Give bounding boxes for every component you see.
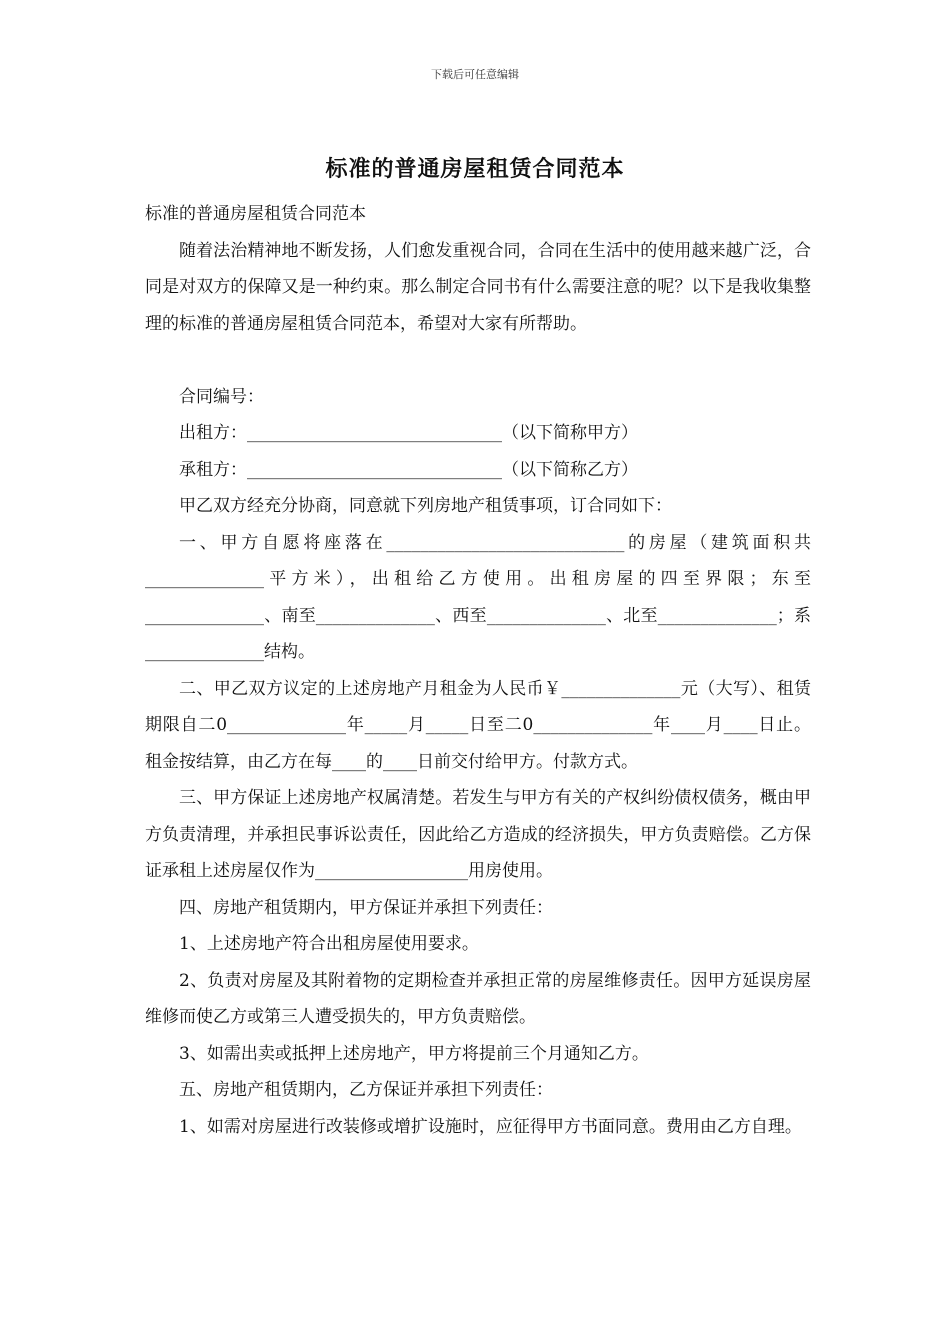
subtitle-line: 标准的普通房屋租赁合同范本 (145, 204, 366, 224)
clause-5-item-1: 1、如需对房屋进行改装修或增扩设施时，应征得甲方书面同意。费用由乙方自理。 (179, 1116, 802, 1137)
contract-number-line: 合同编号： (179, 386, 264, 407)
clause-4-item-1: 1、上述房地产符合出租房屋使用要求。 (179, 934, 479, 954)
clause-2: 二、甲乙双方议定的上述房地产月租金为人民币￥______________元（大写）、租赁期限自二0______________年_____月_____日至二0______________年____月____日止。租金按结算，由乙方在每____的____日前交付给甲方。付款方式。 (145, 678, 811, 772)
document-title: 标准的普通房屋租赁合同范本 (325, 156, 625, 182)
clause-4: 四、房地产租赁期内，甲方保证并承担下列责任： (179, 897, 553, 918)
clause-3: 三、甲方保证上述房地产权属清楚。若发生与甲方有关的产权纠纷债权债务，概由甲方负责清理，并承担民事诉讼责任，因此给乙方造成的经济损失，甲方负责赔偿。乙方保证承租上述房屋仅作为__________________用房使用。 (145, 788, 811, 881)
clause-5: 五、房地产租赁期内，乙方保证并承担下列责任： (179, 1080, 553, 1100)
blank-line (145, 342, 811, 379)
clause-1: 一、甲方自愿将座落在____________________________的房屋（建筑面积共______________平方米），出租给乙方使用。出租房屋的四至界限；东至______________、南至______________、西至______________、北至______________；系______________结构。 (145, 532, 811, 662)
agreement-intro: 甲乙双方经充分协商，同意就下列房地产租赁事项，订合同如下： (179, 496, 672, 516)
clause-4-item-2: 2、负责对房屋及其附着物的定期检查并承担正常的房屋维修责任。因甲方延误房屋维修而使乙方或第三人遭受损失的，甲方负责赔偿。 (145, 970, 811, 1027)
lessee-line: 承租方：______________________________（以下简称乙方） (179, 459, 638, 480)
intro-paragraph: 随着法治精神地不断发扬，人们愈发重视合同，合同在生活中的使用越来越广泛，合同是对双方的保障又是一种约束。那么制定合同书有什么需要注意的呢？以下是我收集整理的标准的普通房屋租赁合同范本，希望对大家有所帮助。 (145, 240, 811, 334)
clause-4-item-3: 3、如需出卖或抵押上述房地产，甲方将提前三个月通知乙方。 (179, 1043, 649, 1064)
header-note: 下载后可任意编辑 (431, 68, 519, 81)
lessor-line: 出租方：______________________________（以下简称甲方） (179, 423, 638, 443)
document-body (145, 196, 811, 1145)
